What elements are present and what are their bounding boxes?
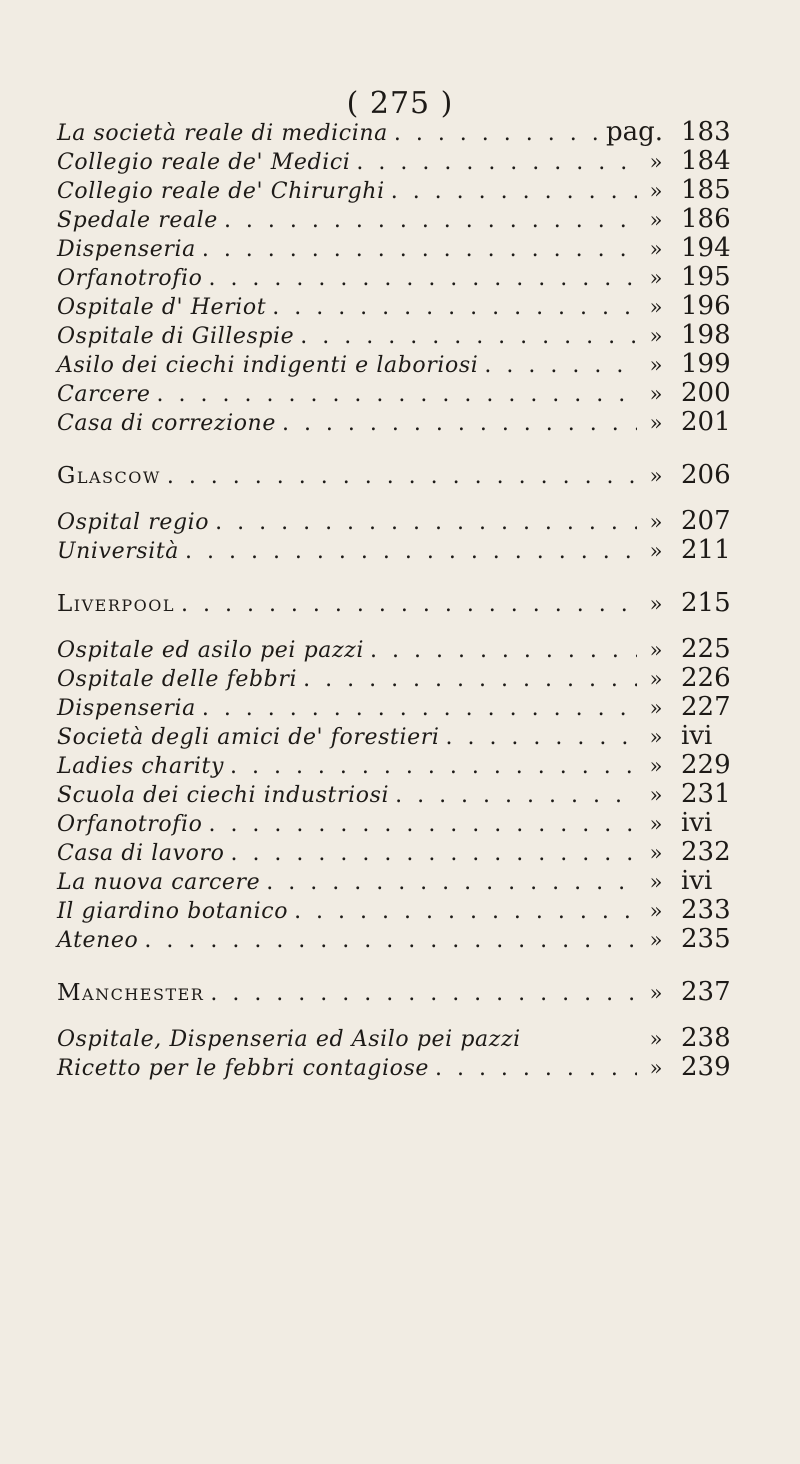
ditto-mark: » <box>649 812 663 836</box>
page-reference: 185 <box>681 175 731 205</box>
page-reference: 232 <box>681 837 731 867</box>
toc-entry-row <box>57 635 757 664</box>
entry-title: Il giardino botanico <box>57 899 289 924</box>
entry-title: Orfanotrofio <box>57 266 203 291</box>
dot-leader <box>202 235 637 264</box>
dot-leader <box>157 380 637 409</box>
toc-entry-row <box>57 722 757 751</box>
toc-entry-row <box>57 780 757 809</box>
table-of-contents <box>57 118 757 1082</box>
dot-leader <box>303 665 637 694</box>
dot-leader <box>210 979 637 1008</box>
ditto-mark: » <box>649 150 663 174</box>
ditto-mark: » <box>649 539 663 563</box>
entry-title: Ospitale delle febbri <box>57 667 298 692</box>
toc-entry-row <box>57 292 757 321</box>
toc-entry-row <box>57 408 757 437</box>
ditto-mark: » <box>649 208 663 232</box>
entry-title: Carcere <box>57 382 151 407</box>
dot-leader <box>370 636 637 665</box>
page-reference: 200 <box>681 378 731 408</box>
toc-entry-row <box>57 664 757 693</box>
ditto-mark: » <box>649 179 663 203</box>
page-reference: 184 <box>681 146 731 176</box>
entry-title: Ospital regio <box>57 510 210 535</box>
page-reference: ivi <box>681 866 713 896</box>
page-reference: 198 <box>681 320 731 350</box>
entry-title: Ospitale d' Heriot <box>57 295 267 320</box>
ditto-mark: » <box>649 592 663 616</box>
page-reference: 183 <box>681 117 731 147</box>
ditto-mark: » <box>649 725 663 749</box>
toc-entry-row <box>57 1024 757 1053</box>
page-reference: 239 <box>681 1052 731 1082</box>
toc-entry-row <box>57 838 757 867</box>
toc-entry-row <box>57 693 757 722</box>
page-reference: 225 <box>681 634 731 664</box>
ditto-mark: » <box>649 382 663 406</box>
page-reference: ivi <box>681 721 713 751</box>
page-reference: 199 <box>681 349 731 379</box>
dot-leader <box>202 694 637 723</box>
page-number: ( 275 ) <box>346 86 454 121</box>
toc-entry-row <box>57 379 757 408</box>
page-reference: ivi <box>681 808 713 838</box>
toc-entry-row <box>57 867 757 896</box>
dot-leader <box>282 409 637 438</box>
entry-title: Collegio reale de' Chirurghi <box>57 179 385 204</box>
ditto-mark: » <box>649 1056 663 1080</box>
page-reference: 227 <box>681 692 731 722</box>
page-reference: 215 <box>681 588 731 618</box>
ditto-mark: » <box>649 324 663 348</box>
page-reference: 237 <box>681 977 731 1007</box>
ditto-mark: » <box>649 841 663 865</box>
ditto-mark: » <box>649 899 663 923</box>
section-title: Liverpool <box>57 591 175 617</box>
toc-section-row <box>57 461 757 490</box>
toc-entry-row <box>57 321 757 350</box>
ditto-mark: » <box>649 464 663 488</box>
ditto-mark: » <box>649 411 663 435</box>
ditto-mark: » <box>649 696 663 720</box>
toc-section-row <box>57 978 757 1007</box>
entry-title: Ospitale, Dispenseria ed Asilo pei pazzi <box>57 1027 521 1052</box>
entry-title: Ricetto per le febbri contagiose <box>57 1056 429 1081</box>
toc-entry-row <box>57 925 757 954</box>
entry-title: Asilo dei ciechi indigenti e laboriosi <box>57 353 479 378</box>
entry-title: Ladies charity <box>57 754 224 779</box>
entry-title: Ospitale di Gillespie <box>57 324 295 349</box>
page-reference: 211 <box>681 535 731 565</box>
entry-title: Dispenseria <box>57 696 196 721</box>
page-reference: 238 <box>681 1023 731 1053</box>
dot-leader <box>208 264 637 293</box>
ditto-mark: » <box>649 667 663 691</box>
dot-leader <box>391 177 637 206</box>
dot-leader <box>395 781 637 810</box>
page-reference: 231 <box>681 779 731 809</box>
section-title: Glascow <box>57 463 161 489</box>
toc-entry-row <box>57 1053 757 1082</box>
toc-entry-row <box>57 263 757 292</box>
ditto-mark: » <box>649 295 663 319</box>
page-reference: 186 <box>681 204 731 234</box>
entry-title: Università <box>57 539 179 564</box>
dot-leader <box>272 293 637 322</box>
toc-entry-row <box>57 350 757 379</box>
entry-title: La nuova carcere <box>57 870 261 895</box>
ditto-mark: » <box>649 783 663 807</box>
page-reference: 195 <box>681 262 731 292</box>
toc-section-row <box>57 589 757 618</box>
toc-entry-row <box>57 118 757 147</box>
entry-title: Orfanotrofio <box>57 812 203 837</box>
ditto-mark: » <box>649 353 663 377</box>
dot-leader <box>356 148 637 177</box>
entry-title: La società reale di medicina <box>57 121 388 146</box>
dot-leader <box>484 351 637 380</box>
ditto-mark: » <box>649 510 663 534</box>
ditto-mark: » <box>649 754 663 778</box>
page-reference: 196 <box>681 291 731 321</box>
dot-leader <box>300 322 637 351</box>
section-title: Manchester <box>57 980 205 1006</box>
dot-leader <box>394 119 600 148</box>
entry-title: Ospitale ed asilo pei pazzi <box>57 638 365 663</box>
page-reference: 206 <box>681 460 731 490</box>
dot-leader <box>185 537 637 566</box>
dot-leader <box>230 839 637 868</box>
dot-leader <box>224 206 637 235</box>
entry-title: Casa di lavoro <box>57 841 225 866</box>
ditto-mark: » <box>649 981 663 1005</box>
toc-entry-row <box>57 896 757 925</box>
ditto-mark: » <box>649 638 663 662</box>
dot-leader <box>230 752 637 781</box>
dot-leader <box>266 868 637 897</box>
toc-entry-row <box>57 205 757 234</box>
ditto-mark: » <box>649 870 663 894</box>
page-prefix-label: pag. <box>605 117 663 147</box>
entry-title: Società degli amici de' forestieri <box>57 725 440 750</box>
entry-title: Collegio reale de' Medici <box>57 150 351 175</box>
dot-leader <box>435 1054 637 1083</box>
page-reference: 201 <box>681 407 731 437</box>
toc-entry-row <box>57 176 757 205</box>
entry-title: Scuola dei ciechi industriosi <box>57 783 390 808</box>
page-reference: 226 <box>681 663 731 693</box>
page-reference: 194 <box>681 233 731 263</box>
dot-leader <box>144 926 637 955</box>
dot-leader <box>167 462 637 491</box>
dot-leader <box>294 897 637 926</box>
toc-entry-row <box>57 809 757 838</box>
page-reference: 233 <box>681 895 731 925</box>
entry-title: Casa di correzione <box>57 411 276 436</box>
toc-entry-row <box>57 507 757 536</box>
dot-leader <box>208 810 637 839</box>
page-reference: 207 <box>681 506 731 536</box>
entry-title: Spedale reale <box>57 208 218 233</box>
entry-title: Dispenseria <box>57 237 196 262</box>
page-reference: 235 <box>681 924 731 954</box>
dot-leader <box>215 508 637 537</box>
dot-leader <box>445 723 637 752</box>
ditto-mark: » <box>649 1027 663 1051</box>
toc-entry-row <box>57 147 757 176</box>
ditto-mark: » <box>649 266 663 290</box>
toc-entry-row <box>57 536 757 565</box>
entry-title: Ateneo <box>57 928 139 953</box>
page-reference: 229 <box>681 750 731 780</box>
dot-leader <box>181 590 637 619</box>
toc-entry-row <box>57 751 757 780</box>
toc-entry-row <box>57 234 757 263</box>
ditto-mark: » <box>649 237 663 261</box>
ditto-mark: » <box>649 928 663 952</box>
